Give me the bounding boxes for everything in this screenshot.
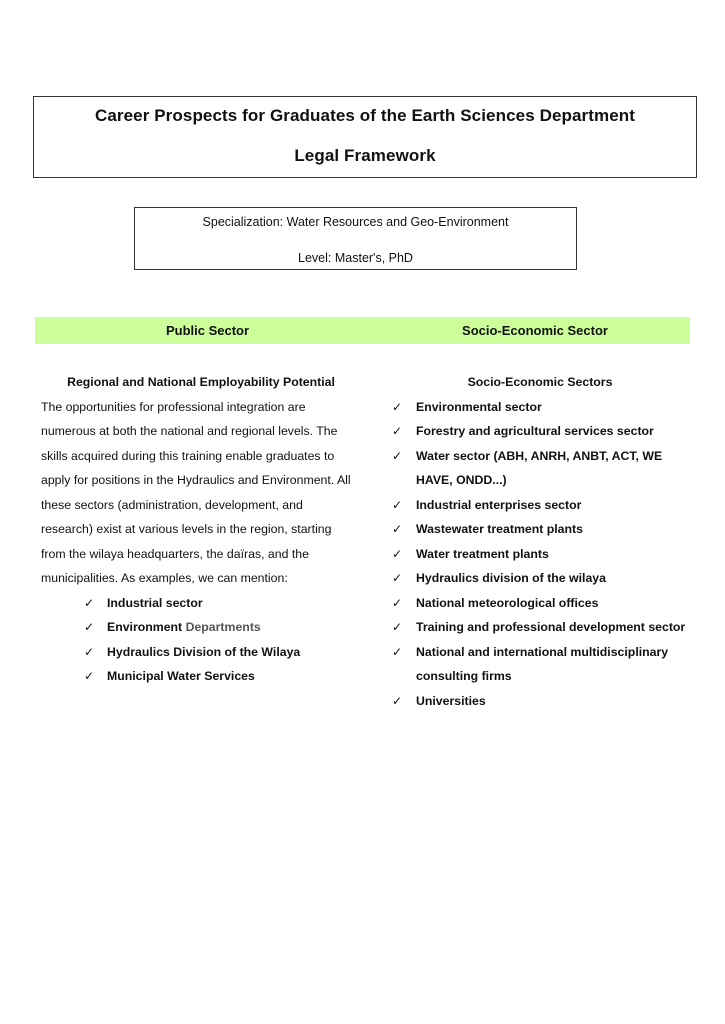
specialization-box <box>134 207 577 270</box>
document-title: Career Prospects for Graduates of the Earth Sciences Department <box>94 106 636 125</box>
list-item-label: Hydraulics Division of the Wilaya <box>107 644 301 659</box>
paragraph-line: The opportunities for professional integration are <box>41 399 306 414</box>
document-title-box <box>33 96 697 178</box>
list-item <box>390 591 690 616</box>
paragraph-line: skills acquired during this training enable graduates to <box>41 448 335 463</box>
list-item <box>390 542 690 567</box>
list-item <box>390 493 690 518</box>
checkmark-icon: ✓ <box>84 669 95 683</box>
list-item-label: Universities <box>416 693 486 708</box>
list-item <box>390 395 690 420</box>
socio-economic-column <box>390 370 690 713</box>
list-item <box>390 689 690 714</box>
list-item <box>41 640 361 665</box>
list-item-label: Water sector (ABH, ANRH, ANBT, ACT, WE HAVE, ONDD...) <box>416 448 663 487</box>
list-item-label: National meteorological offices <box>416 595 599 610</box>
employability-paragraph <box>41 395 361 591</box>
list-item-label: Forestry and agricultural services sector <box>416 424 654 438</box>
checkmark-icon: ✓ <box>392 522 403 536</box>
list-item <box>390 615 690 640</box>
checkmark-icon: ✓ <box>392 399 403 414</box>
list-item-label: National and international multidisciplinary consulting firms <box>416 644 669 683</box>
list-item-label-suffix: Departments <box>185 620 261 634</box>
checkmark-icon: ✓ <box>84 620 95 634</box>
document-subtitle: Legal Framework <box>294 146 436 165</box>
checkmark-icon: ✓ <box>392 693 403 708</box>
paragraph-line: these sectors (administration, development, and <box>41 497 303 512</box>
list-item-label: Environmental sector <box>416 399 542 414</box>
checkmark-icon: ✓ <box>392 620 403 634</box>
checkmark-icon: ✓ <box>84 644 95 659</box>
list-item <box>41 664 361 689</box>
checkmark-icon: ✓ <box>392 448 403 463</box>
paragraph-line: from the wilaya headquarters, the daïras, and the <box>41 546 309 561</box>
list-item-label: Wastewater treatment plants <box>416 522 583 536</box>
public-sector-list <box>41 591 361 689</box>
specialization-label: Specialization: Water Resources and Geo-Environment <box>202 215 509 229</box>
socio-economic-heading: Socio-Economic Sectors <box>467 375 613 389</box>
public-sector-header: Public Sector <box>165 323 250 338</box>
checkmark-icon: ✓ <box>84 595 95 610</box>
list-item <box>390 419 690 444</box>
socio-economic-list <box>390 395 690 714</box>
checkmark-icon: ✓ <box>392 424 403 438</box>
list-item-label: Municipal Water Services <box>107 669 255 683</box>
list-item-label: Industrial sector <box>107 595 203 610</box>
checkmark-icon: ✓ <box>392 546 403 561</box>
paragraph-line: municipalities. As examples, we can mention: <box>41 571 288 585</box>
checkmark-icon: ✓ <box>392 644 403 659</box>
checkmark-icon: ✓ <box>392 595 403 610</box>
paragraph-line: research) exist at various levels in the region, starting <box>41 522 332 536</box>
list-item <box>390 517 690 542</box>
list-item <box>390 640 690 689</box>
list-item-label: Industrial enterprises sector <box>416 497 582 512</box>
list-item-label: Water treatment plants <box>416 546 549 561</box>
list-item <box>390 566 690 591</box>
paragraph-line: apply for positions in the Hydraulics and Environment. All <box>41 473 351 487</box>
list-item-label: Training and professional development sector <box>416 620 686 634</box>
public-sector-column <box>41 370 361 689</box>
list-item-label: Environment <box>107 620 186 634</box>
list-item-label: Hydraulics division of the wilaya <box>416 571 606 585</box>
sector-header-band <box>35 317 690 344</box>
list-item <box>41 615 361 640</box>
level-label: Level: Master's, PhD <box>298 251 413 265</box>
employability-heading: Regional and National Employability Potential <box>67 375 335 389</box>
socio-economic-sector-header: Socio-Economic Sector <box>462 323 608 338</box>
checkmark-icon: ✓ <box>392 497 403 512</box>
checkmark-icon: ✓ <box>392 571 403 585</box>
list-item <box>41 591 361 616</box>
list-item <box>390 444 690 493</box>
paragraph-line: numerous at both the national and regional levels. The <box>41 424 338 438</box>
